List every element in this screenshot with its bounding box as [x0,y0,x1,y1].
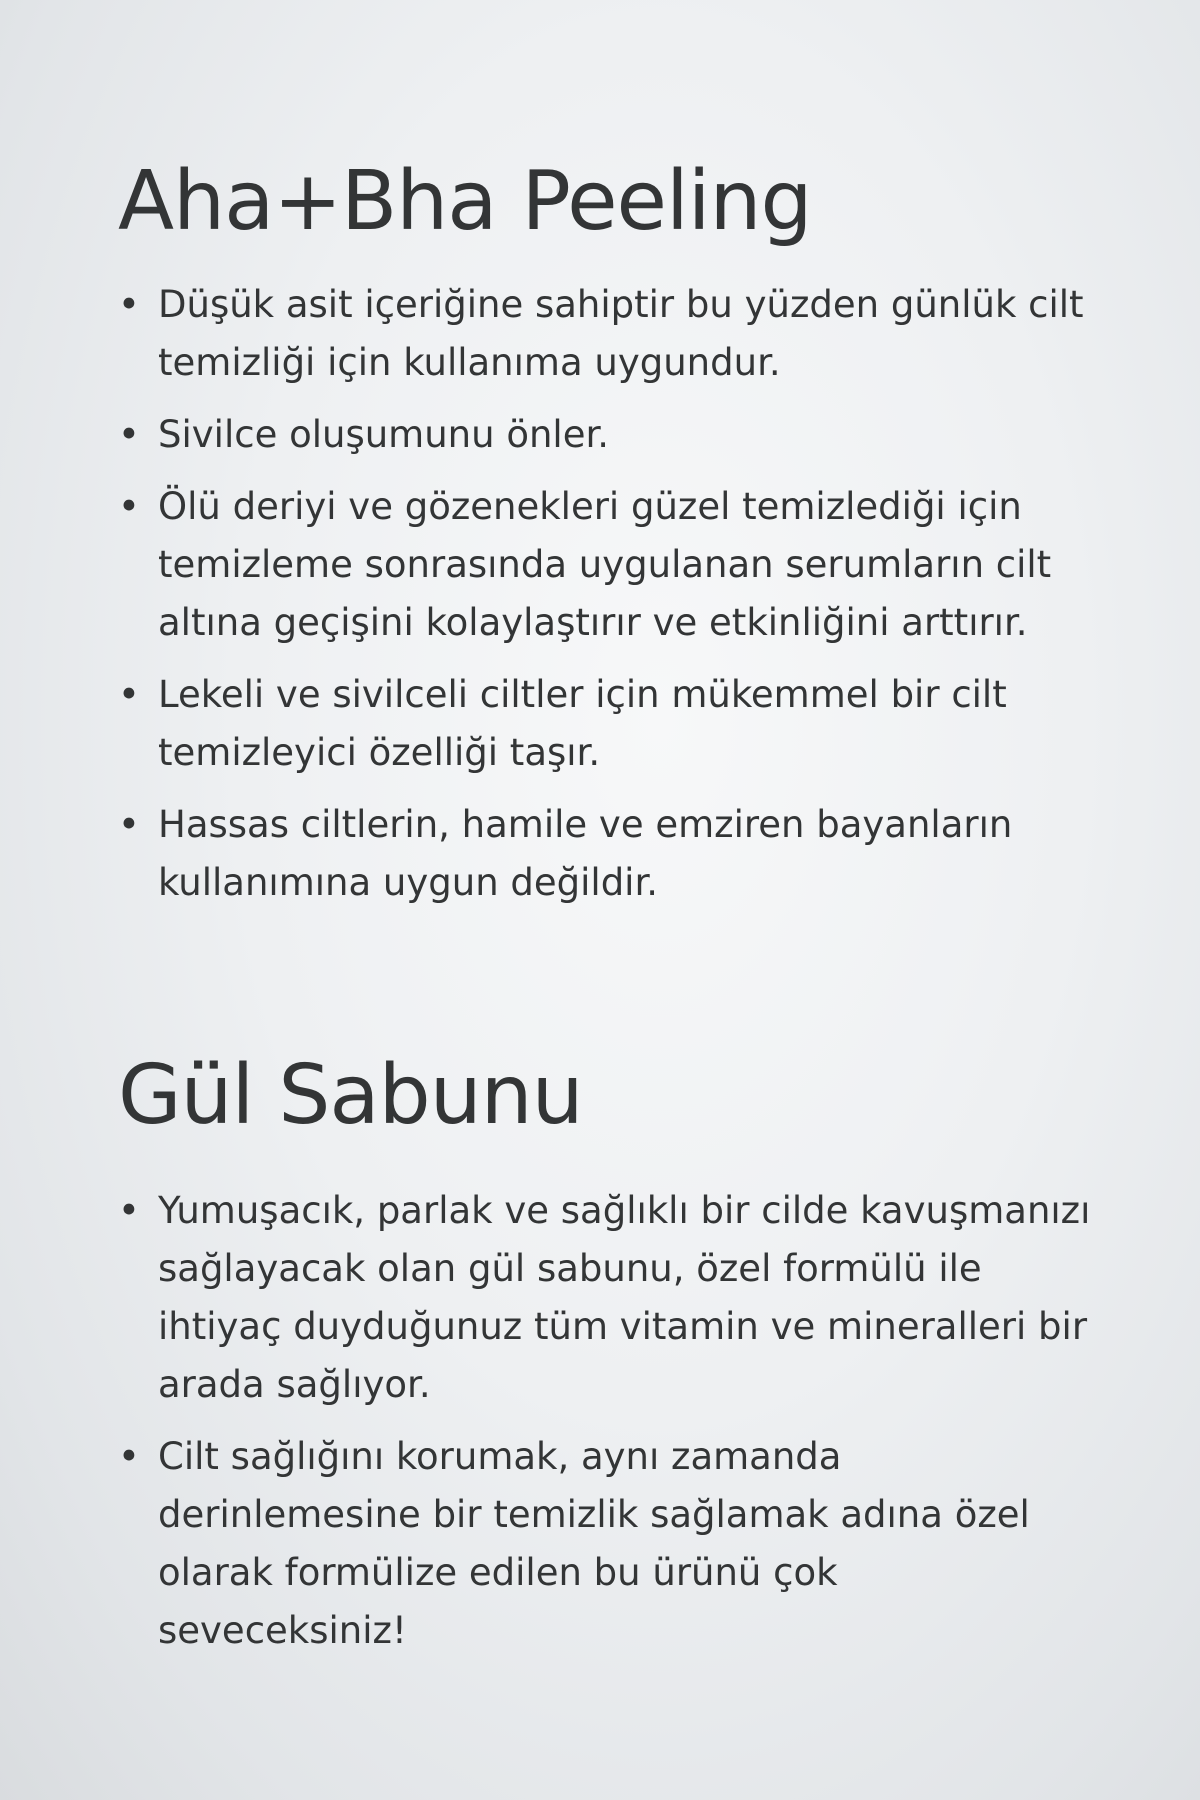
section-title: Gül Sabunu [118,1048,583,1143]
list-item-text: Lekeli ve sivilceli ciltler için mükemmel bir cilt temizleyici özelliği taşır. [158,673,1007,774]
list-item-text: Cilt sağlığını korumak, aynı zamanda derinlemesine bir temizlik sağlamak adına özel olarak formülize edilen bu ürünü çok seveceksiniz! [158,1435,1030,1652]
bullet-icon: • [118,413,140,456]
list-item-text: Ölü deriyi ve gözenekleri güzel temizlediği için temizleme sonrasında uygulanan serumların cilt altına geçişini kolaylaştırır ve etkinliğini arttırır. [158,485,1052,644]
bullet-list [118,276,1098,912]
list-item [118,276,1098,392]
bullet-icon: • [118,1435,140,1478]
bullet-icon: • [118,283,140,326]
section-aha-bha-peeling [118,152,1098,926]
list-item [118,666,1098,782]
bullet-icon: • [118,485,140,528]
section-gul-sabunu [118,1046,1098,1674]
section-title: Aha+Bha Peeling [118,154,812,249]
list-item [118,1428,1098,1660]
bullet-icon: • [118,673,140,716]
list-item-text: Yumuşacık, parlak ve sağlıklı bir cilde kavuşmanızı sağlayacak olan gül sabunu, özel formülü ile ihtiyaç duyduğunuz tüm vitamin ve mineralleri bir arada sağlıyor. [158,1189,1091,1406]
list-item [118,1182,1098,1414]
bullet-icon: • [118,1189,140,1232]
list-item [118,406,1098,464]
list-item-text: Sivilce oluşumunu önler. [158,413,610,456]
list-item [118,478,1098,652]
bullet-icon: • [118,803,140,846]
bullet-list [118,1182,1098,1660]
list-item-text: Hassas ciltlerin, hamile ve emziren bayanların kullanımına uygun değildir. [158,803,1013,904]
list-item-text: Düşük asit içeriğine sahiptir bu yüzden günlük cilt temizliği için kullanıma uygundur. [158,283,1084,384]
list-item [118,796,1098,912]
